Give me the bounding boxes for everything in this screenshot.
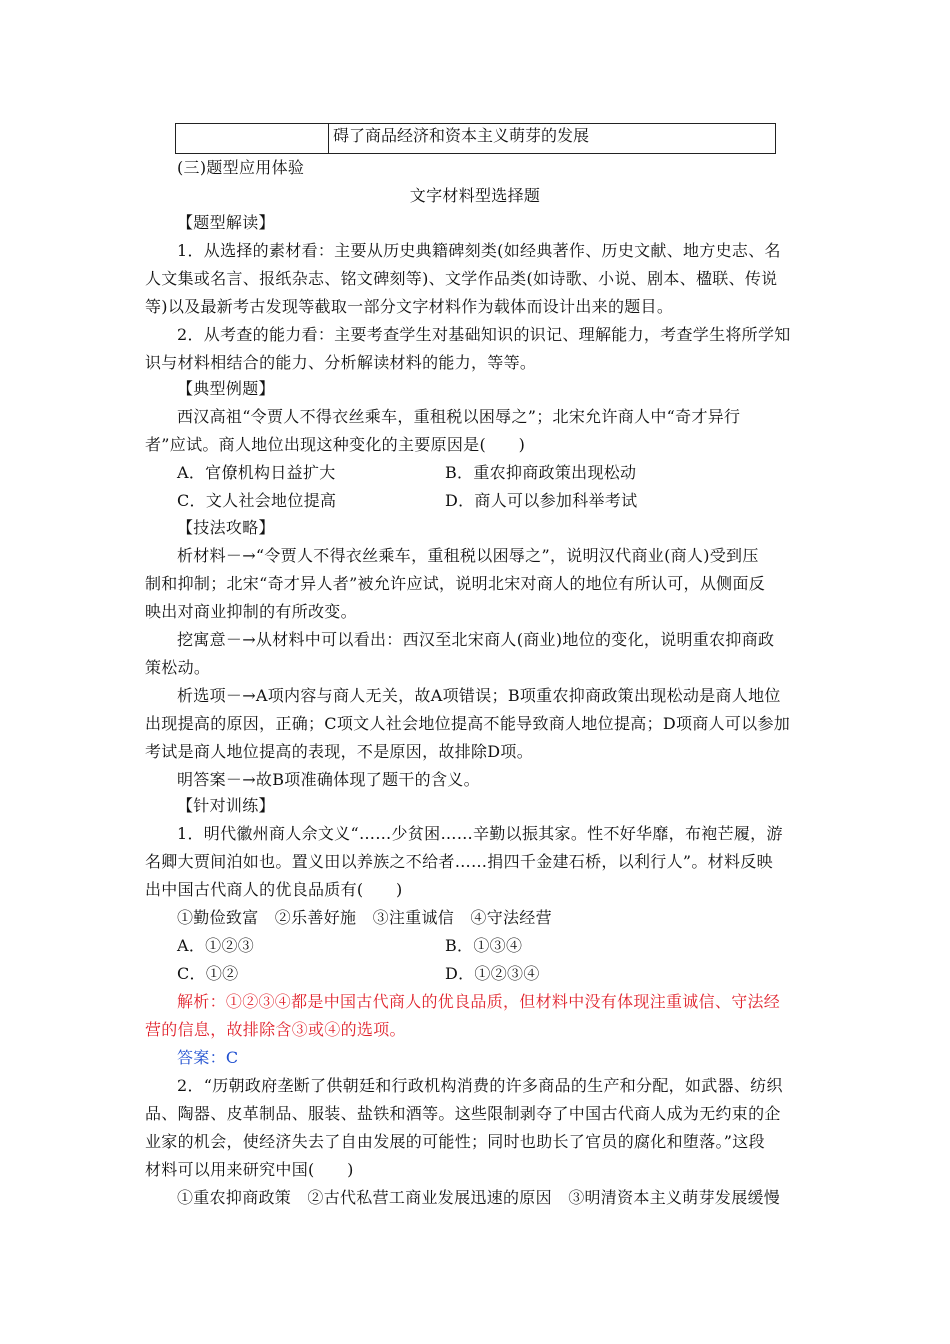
tag-strategy: 【技法攻略】 [177,518,275,537]
strategy-2-line-1: 挖寓意－→从材料中可以看出：西汉至北宋商人(商业)地位的变化，说明重农抑商政 [177,630,775,649]
example-stem-line-2: 者”应试。商人地位出现这种变化的主要原因是( ) [145,435,526,454]
table-fragment [175,123,776,154]
q1-answer: 答案：C [177,1048,239,1067]
section-label: (三)题型应用体验 [177,158,305,177]
q2-items: ①重农抑商政策 ②古代私营工商业发展迅速的原因 ③明清资本主义萌芽发展缓慢 [177,1188,781,1207]
intro-1-line-1: 1．从选择的素材看：主要从历史典籍碑刻类(如经典著作、历史文献、地方史志、名 [177,241,781,260]
strategy-1-line-1: 析材料－→“令贾人不得衣丝乘车，重租税以困辱之”，说明汉代商业(商人)受到压 [177,546,759,565]
section-heading: 文字材料型选择题 [409,186,541,205]
strategy-3-line-2: 出现提高的原因，正确；C项文人社会地位提高不能导致商人地位提高；D项商人可以参加 [145,714,791,733]
q2-stem-line-1: 2．“历朝政府垄断了供朝廷和行政机构消费的许多商品的生产和分配，如武器、纺织 [177,1076,783,1095]
q1-analysis-line-2: 营的信息，故排除含③或④的选项。 [145,1020,406,1039]
q1-stem-line-3: 出中国古代商人的优良品质有( ) [145,880,403,899]
q2-stem-line-2: 品、陶器、皮革制品、服装、盐铁和酒等。这些限制剥夺了中国古代商人成为无约束的企 [145,1104,781,1123]
strategy-4: 明答案－→故B项准确体现了题干的含义。 [177,770,480,789]
intro-2-line-1: 2．从考查的能力看：主要考查学生对基础知识的识记、理解能力，考查学生将所学知 [177,325,791,344]
q2-stem-line-3: 业家的机会，使经济失去了自由发展的可能性；同时也助长了官员的腐化和堕落。”这段 [145,1132,765,1151]
strategy-3-line-1: 析选项－→A项内容与商人无关，故A项错误；B项重农抑商政策出现松动是商人地位 [177,686,781,705]
tag-question-type: 【题型解读】 [177,213,275,232]
example-option-a: A．官僚机构日益扩大 [177,463,336,482]
example-option-b: B．重农抑商政策出现松动 [445,463,637,482]
strategy-3-line-3: 考试是商人地位提高的表现，不是原因，故排除D项。 [145,742,534,761]
tag-practice: 【针对训练】 [177,796,275,815]
q2-stem-line-4: 材料可以用来研究中国( ) [145,1160,354,1179]
strategy-2-line-2: 策松动。 [145,658,211,677]
example-option-d: D．商人可以参加科举考试 [445,491,638,510]
q1-stem-line-1: 1．明代徽州商人佘文义“……少贫困……辛勤以振其家。性不好华靡，布袍芒履，游 [177,824,783,843]
table-cell-empty [176,124,329,153]
q1-option-a: A．①②③ [177,936,255,955]
table-cell-text: 碍了商品经济和资本主义萌芽的发展 [333,126,590,145]
q1-option-d: D．①②③④ [445,964,540,983]
q1-option-c: C．①② [177,964,239,983]
q1-stem-line-2: 名卿大贾间泊如也。置义田以养族之不给者……捐四千金建石桥，以利行人”。材料反映 [145,852,773,871]
intro-1-line-3: 等)以及最新考古发现等截取一部分文字材料作为载体而设计出来的题目。 [145,297,674,316]
tag-example: 【典型例题】 [177,379,275,398]
strategy-1-line-2: 制和抑制；北宋“奇才异人者”被允许应试，说明北宋对商人的地位有所认可，从侧面反 [145,574,766,593]
q1-option-b: B．①③④ [445,936,523,955]
strategy-1-line-3: 映出对商业抑制的有所改变。 [145,602,357,621]
intro-1-line-2: 人文集或名言、报纸杂志、铭文碑刻等)、文学作品类(如诗歌、小说、剧本、楹联、传说 [145,269,778,288]
q1-items: ①勤俭致富 ②乐善好施 ③注重诚信 ④守法经营 [177,908,552,927]
example-option-c: C．文人社会地位提高 [177,491,337,510]
q1-analysis-line-1: 解析：①②③④都是中国古代商人的优良品质，但材料中没有体现注重诚信、守法经 [177,992,781,1011]
intro-2-line-2: 识与材料相结合的能力、分析解读材料的能力，等等。 [145,353,537,372]
example-stem-line-1: 西汉高祖“令贾人不得衣丝乘车，重租税以困辱之”；北宋允许商人中“奇才异行 [177,407,741,426]
